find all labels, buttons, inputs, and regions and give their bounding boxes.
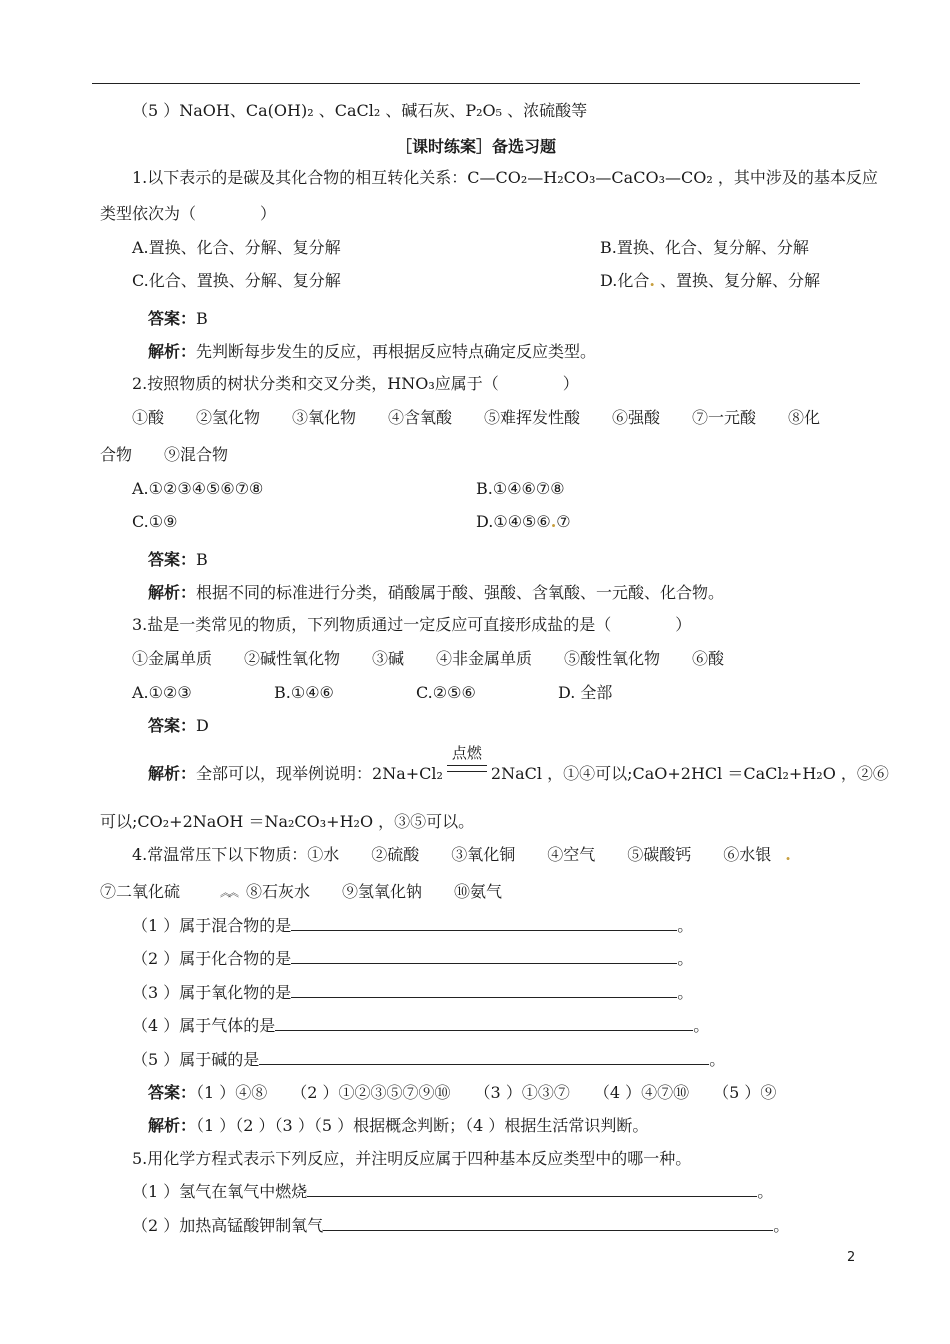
q1-option-d: D.化合. 、置换、复分解、分解 [600, 271, 821, 290]
q1-analysis: 解析：先判断每步发生的反应，再根据反应特点确定反应类型。 [148, 342, 597, 361]
q2-answer: 答案：B [148, 550, 208, 569]
q2-analysis: 解析：根据不同的标准进行分类，硝酸属于酸、强酸、含氧酸、一元酸、化合物。 [148, 583, 725, 602]
page-number: 2 [847, 1250, 856, 1265]
q2-items-cont: 合物 ⑨混合物 [100, 445, 229, 464]
q3-option-c: C.②⑤⑥ [416, 683, 476, 702]
q4-stem: 4.常温常压下以下物质：①水 ②硫酸 ③氧化铜 ④空气 ⑤碳酸钙 ⑥水银 . [132, 845, 791, 864]
q3-analysis-cont: 可以;CO₂+2NaOH ＝Na₂CO₃+H₂O ，③⑤可以。 [100, 812, 475, 831]
q4-answer: 答案：（1 ）④⑧ （2 ）①②③⑤⑦⑨⑩ （3 ）①③⑦ （4 ）④⑦⑩ （5 ）⑨ [148, 1083, 777, 1102]
q3-option-d: D. 全部 [558, 683, 613, 702]
q1-option-c: C.化合、置换、分解、复分解 [132, 271, 341, 290]
analysis-label: 解析： [148, 342, 197, 361]
q4-stem-cont: ⑦二氧化硫 ︽︽ ⑧石灰水 ⑨氢氧化钠 ⑩氨气 [100, 882, 503, 901]
q2-option-b: B.①④⑥⑦⑧ [476, 479, 565, 498]
q4-analysis: 解析：（1 ）（2 ）（3 ）（5 ）根据概念判断；（4 ）根据生活常识判断。 [148, 1116, 649, 1135]
q1-option-a: A.置换、化合、分解、复分解 [132, 238, 341, 257]
q1-option-b: B.置换、化合、复分解、分解 [600, 238, 809, 257]
q5-sub1: （1 ）氢气在氧气中燃烧 。 [132, 1182, 774, 1201]
q1-answer: 答案：B [148, 309, 208, 328]
q1-stem: 1.以下表示的是碳及其化合物的相互转化关系：C—CO₂—H₂CO₃—CaCO₃—CO₂ ，其中涉及的基本反应 [132, 168, 878, 187]
q3-items: ①金属单质 ②碱性氧化物 ③碱 ④非金属单质 ⑤酸性氧化物 ⑥酸 [132, 649, 725, 668]
q3-analysis: 解析：全部可以，现举例说明：2Na+Cl₂ 点燃 2NaCl ，①④可以;CaO+2HCl ＝CaCl₂+H₂O ，②⑥ [148, 744, 889, 783]
q3-option-a: A.①②③ [132, 683, 192, 702]
q4-sub5: （5 ）属于碱的是 。 [132, 1050, 726, 1069]
q3-option-b: B.①④⑥ [274, 683, 334, 702]
q3-answer: 答案：D [148, 716, 209, 735]
q4-sub1: （1 ）属于混合物的是 。 [132, 916, 694, 935]
q4-sub2: （2 ）属于化合物的是 。 [132, 949, 694, 968]
reaction-condition: 点燃 [445, 759, 489, 779]
list-item-5: （5 ）NaOH、Ca(OH)₂ 、CaCl₂ 、碱石灰、P₂O₅ 、浓硫酸等 [132, 101, 588, 120]
q2-option-a: A.①②③④⑤⑥⑦⑧ [132, 479, 264, 498]
q4-sub3: （3 ）属于氧化物的是 。 [132, 983, 694, 1002]
q4-sub4: （4 ）属于气体的是 。 [132, 1016, 710, 1035]
q1-stem-cont: 类型依次为（ ） [100, 204, 277, 223]
q2-stem: 2.按照物质的树状分类和交叉分类，HNO₃应属于（ ） [132, 374, 579, 393]
caret-marks-icon: ︽︽ [220, 885, 237, 899]
q2-option-d: D.①④⑤⑥.⑦ [476, 512, 571, 531]
q2-option-c: C.①⑨ [132, 512, 178, 531]
q3-stem: 3.盐是一类常见的物质，下列物质通过一定反应可直接形成盐的是（ ） [132, 615, 692, 634]
section-title: ［课时练案］备选习题 [395, 137, 556, 156]
q5-stem: 5.用化学方程式表示下列反应，并注明反应属于四种基本反应类型中的哪一种。 [132, 1149, 692, 1168]
q5-sub2: （2 ）加热高锰酸钾制氧气 。 [132, 1216, 790, 1235]
header-rule [92, 83, 860, 84]
q2-items: ①酸 ②氢化物 ③氧化物 ④含氧酸 ⑤难挥发性酸 ⑥强酸 ⑦一元酸 ⑧化 [132, 408, 821, 427]
answer-label: 答案： [148, 309, 197, 328]
